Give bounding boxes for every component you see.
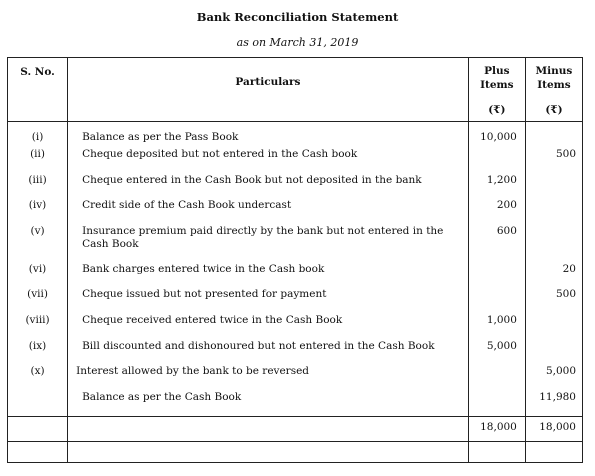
row-number: (viii) — [8, 314, 68, 340]
row-plus-amount: 1,000 — [468, 314, 525, 340]
statement-date: as on March 31, 2019 — [236, 36, 359, 49]
row-number: (iv) — [8, 199, 68, 225]
row-particulars: Interest allowed by the bank to be reversed — [68, 365, 469, 391]
minus-header — [525, 58, 582, 122]
row-plus-amount: 200 — [468, 199, 525, 225]
minus-currency-label: (₹) — [545, 104, 563, 116]
plus-currency-label: (₹) — [488, 104, 506, 116]
totals-row — [8, 417, 583, 442]
row-minus-amount: 5,000 — [525, 365, 582, 391]
particulars-header: Particulars — [68, 58, 469, 122]
table-row — [8, 288, 583, 314]
table-row — [8, 314, 583, 340]
row-particulars: Cheque issued but not presented for payment — [68, 288, 469, 314]
closing-blank-cell — [68, 442, 469, 463]
row-number: (x) — [8, 365, 68, 391]
row-plus-amount: 600 — [468, 225, 525, 263]
row-number: (vii) — [8, 288, 68, 314]
row-plus-amount — [468, 288, 525, 314]
row-particulars: Bank charges entered twice in the Cash book — [68, 263, 469, 289]
row-minus-amount — [525, 225, 582, 263]
row-plus-amount: 1,200 — [468, 174, 525, 200]
totals-blank-cell — [68, 417, 469, 442]
table-row — [8, 225, 583, 263]
row-number: (ix) — [8, 340, 68, 366]
row-particulars: Balance as per the Pass Book — [68, 122, 469, 149]
row-minus-amount: 500 — [525, 148, 582, 174]
row-number: (vi) — [8, 263, 68, 289]
plus-header-label: Plus Items — [480, 65, 514, 91]
closing-blank-cell — [8, 442, 68, 463]
row-number: (ii) — [8, 148, 68, 174]
reconciliation-table — [7, 57, 583, 463]
row-number — [8, 391, 68, 417]
table-row — [8, 365, 583, 391]
row-plus-amount — [468, 263, 525, 289]
row-plus-amount — [468, 148, 525, 174]
row-minus-amount — [525, 174, 582, 200]
table-header-row — [8, 58, 583, 122]
table-row — [8, 174, 583, 200]
minus-header-label: Minus Items — [535, 65, 573, 91]
totals-blank-cell — [8, 417, 68, 442]
row-particulars: Cheque received entered twice in the Cash Book — [68, 314, 469, 340]
row-minus-amount — [525, 199, 582, 225]
row-minus-amount — [525, 340, 582, 366]
row-minus-amount — [525, 122, 582, 149]
row-number: (v) — [8, 225, 68, 263]
row-minus-amount: 20 — [525, 263, 582, 289]
table-row — [8, 148, 583, 174]
row-particulars: Cheque deposited but not entered in the Cash book — [68, 148, 469, 174]
row-plus-amount — [468, 391, 525, 417]
sno-header: S. No. — [8, 58, 68, 122]
row-plus-amount — [468, 365, 525, 391]
table-row — [8, 391, 583, 417]
table-row — [8, 199, 583, 225]
table-row — [8, 122, 583, 149]
row-number: (i) — [8, 122, 68, 149]
row-plus-amount: 10,000 — [468, 122, 525, 149]
row-minus-amount: 500 — [525, 288, 582, 314]
row-minus-amount: 11,980 — [525, 391, 582, 417]
plus-header — [468, 58, 525, 122]
total-minus-amount: 18,000 — [525, 417, 582, 442]
row-particulars: Credit side of the Cash Book undercast — [68, 199, 469, 225]
closing-blank-cell — [525, 442, 582, 463]
table-row — [8, 263, 583, 289]
row-minus-amount — [525, 314, 582, 340]
row-particulars: Insurance premium paid directly by the bank but not entered in the Cash Book — [68, 225, 469, 263]
closing-row — [8, 442, 583, 463]
row-particulars: Balance as per the Cash Book — [68, 391, 469, 417]
row-particulars: Bill discounted and dishonoured but not entered in the Cash Book — [68, 340, 469, 366]
total-plus-amount: 18,000 — [468, 417, 525, 442]
row-number: (iii) — [8, 174, 68, 200]
table-row — [8, 340, 583, 366]
statement-title: Bank Reconciliation Statement — [196, 10, 399, 24]
closing-blank-cell — [468, 442, 525, 463]
row-plus-amount: 5,000 — [468, 340, 525, 366]
row-particulars: Cheque entered in the Cash Book but not deposited in the bank — [68, 174, 469, 200]
